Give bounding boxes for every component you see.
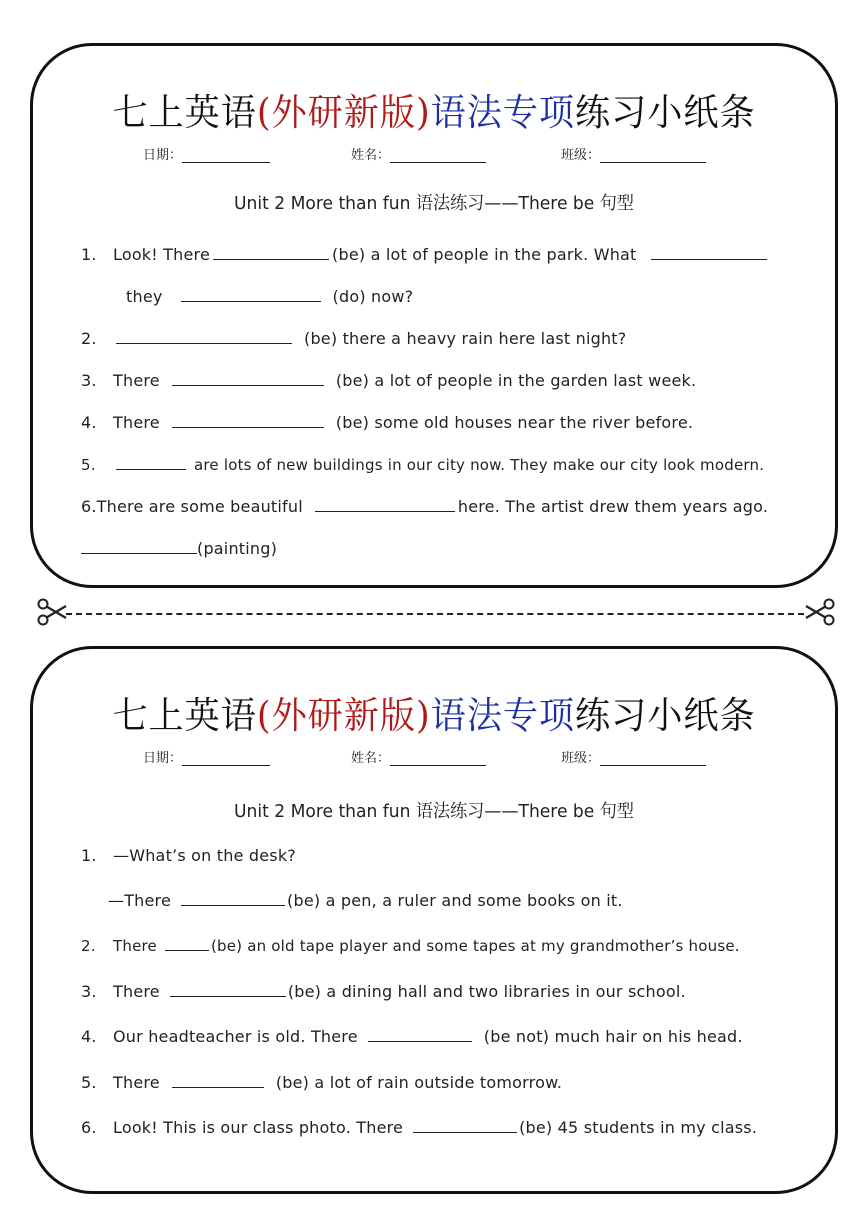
question-1-line-1 (81, 846, 296, 865)
question-text: There (113, 982, 160, 1001)
question-2 (81, 936, 740, 955)
question-text: here. The artist drew them years ago. (457, 497, 769, 516)
title-part-1: 七上英语 (112, 694, 257, 737)
answer-blank[interactable] (181, 287, 321, 302)
question-text: There (113, 413, 160, 432)
question-3 (81, 982, 686, 1001)
title-part-4: 练习小纸条 (575, 91, 756, 134)
title-part-4: 练习小纸条 (575, 694, 756, 737)
date-input-line[interactable] (182, 148, 270, 163)
question-number: 3. (81, 371, 97, 390)
question-number: 3. (81, 982, 97, 1001)
class-field (561, 747, 706, 766)
question-number: 5. (81, 456, 96, 474)
title-part-2: (外研新版) (256, 694, 431, 737)
class-input-line[interactable] (600, 148, 706, 163)
question-number: 2. (81, 329, 97, 348)
scissors-icon (804, 596, 836, 628)
date-label: 日期： (143, 751, 183, 766)
date-field (143, 144, 270, 163)
question-6-line-2 (81, 539, 277, 558)
question-text: There (113, 371, 160, 390)
answer-blank[interactable] (165, 936, 209, 951)
worksheet-title (53, 685, 815, 739)
date-label: 日期： (143, 148, 183, 163)
answer-blank[interactable] (172, 1073, 264, 1088)
question-text: (be not) much hair on his head. (483, 1027, 743, 1046)
date-input-line[interactable] (182, 751, 270, 766)
question-text: Our headteacher is old. There (113, 1027, 358, 1046)
cut-line (66, 613, 804, 615)
title-part-3: 语法专项 (430, 91, 576, 134)
question-text: Look! There (113, 245, 211, 264)
answer-blank[interactable] (413, 1118, 517, 1133)
class-field (561, 144, 706, 163)
section-subheading: Unit 2 More than fun 语法练习——There be 句型 (234, 801, 634, 822)
class-label: 班级： (561, 148, 601, 163)
question-text: (be) an old tape player and some tapes at my grandmother’s house. (210, 937, 740, 955)
class-input-line[interactable] (600, 751, 706, 766)
question-number: 5. (81, 1073, 97, 1092)
title-part-2: (外研新版) (256, 91, 431, 134)
question-6-line-1 (81, 497, 768, 516)
question-number: 1. (81, 846, 97, 865)
title-part-3: 语法专项 (430, 694, 576, 737)
answer-blank[interactable] (170, 982, 286, 997)
answer-blank[interactable] (213, 245, 329, 260)
question-1-line-2 (108, 891, 623, 910)
question-text: There (113, 937, 157, 955)
scissors-icon (36, 596, 68, 628)
answer-blank[interactable] (172, 413, 324, 428)
question-number: 1. (81, 245, 97, 264)
question-3 (81, 371, 696, 390)
answer-blank[interactable] (81, 539, 197, 554)
answer-blank[interactable] (651, 245, 767, 260)
answer-blank[interactable] (172, 371, 324, 386)
question-5 (81, 1073, 562, 1092)
question-4 (81, 413, 693, 432)
date-field (143, 747, 270, 766)
question-text: There (113, 1073, 160, 1092)
question-text: they (126, 287, 163, 306)
question-text: (be) 45 students in my class. (519, 1118, 758, 1137)
worksheet-card-2 (30, 646, 838, 1194)
name-label: 姓名： (351, 751, 391, 766)
name-input-line[interactable] (390, 148, 486, 163)
name-field (351, 144, 486, 163)
question-text: (be) there a heavy rain here last night? (304, 329, 627, 348)
worksheet-title (53, 82, 815, 136)
question-text: (be) a lot of people in the garden last week. (335, 371, 697, 390)
question-2 (81, 329, 626, 348)
question-text: (be) a dining hall and two libraries in our school. (287, 982, 686, 1001)
question-text: (be) a pen, a ruler and some books on it. (287, 891, 623, 910)
worksheet-card-1 (30, 43, 838, 588)
question-text: Look! This is our class photo. There (113, 1118, 404, 1137)
question-6 (81, 1118, 757, 1137)
question-number: 2. (81, 937, 96, 955)
question-text: are lots of new buildings in our city now. They make our city look modern. (194, 456, 765, 474)
question-text: (do) now? (332, 287, 414, 306)
question-text: 6.There are some beautiful (81, 497, 303, 516)
answer-blank[interactable] (181, 891, 285, 906)
question-text: —There (108, 891, 172, 910)
answer-blank[interactable] (315, 497, 455, 512)
name-field (351, 747, 486, 766)
name-input-line[interactable] (390, 751, 486, 766)
answer-blank[interactable] (116, 329, 292, 344)
answer-blank[interactable] (368, 1027, 472, 1042)
name-label: 姓名： (351, 148, 391, 163)
question-text: —What’s on the desk? (113, 846, 296, 865)
question-text: (painting) (197, 539, 278, 558)
question-1-line-1 (81, 245, 770, 264)
question-number: 4. (81, 1027, 97, 1046)
question-5 (81, 455, 764, 474)
question-text: (be) a lot of rain outside tomorrow. (275, 1073, 563, 1092)
question-number: 4. (81, 413, 97, 432)
question-text: (be) some old houses near the river before. (335, 413, 694, 432)
section-subheading: Unit 2 More than fun 语法练习——There be 句型 (234, 193, 634, 214)
question-1-line-2 (126, 287, 413, 306)
question-text: (be) a lot of people in the park. What (332, 245, 637, 264)
title-part-1: 七上英语 (112, 91, 257, 134)
question-4 (81, 1027, 743, 1046)
answer-blank[interactable] (116, 455, 186, 470)
class-label: 班级： (561, 751, 601, 766)
question-number: 6. (81, 1118, 97, 1137)
